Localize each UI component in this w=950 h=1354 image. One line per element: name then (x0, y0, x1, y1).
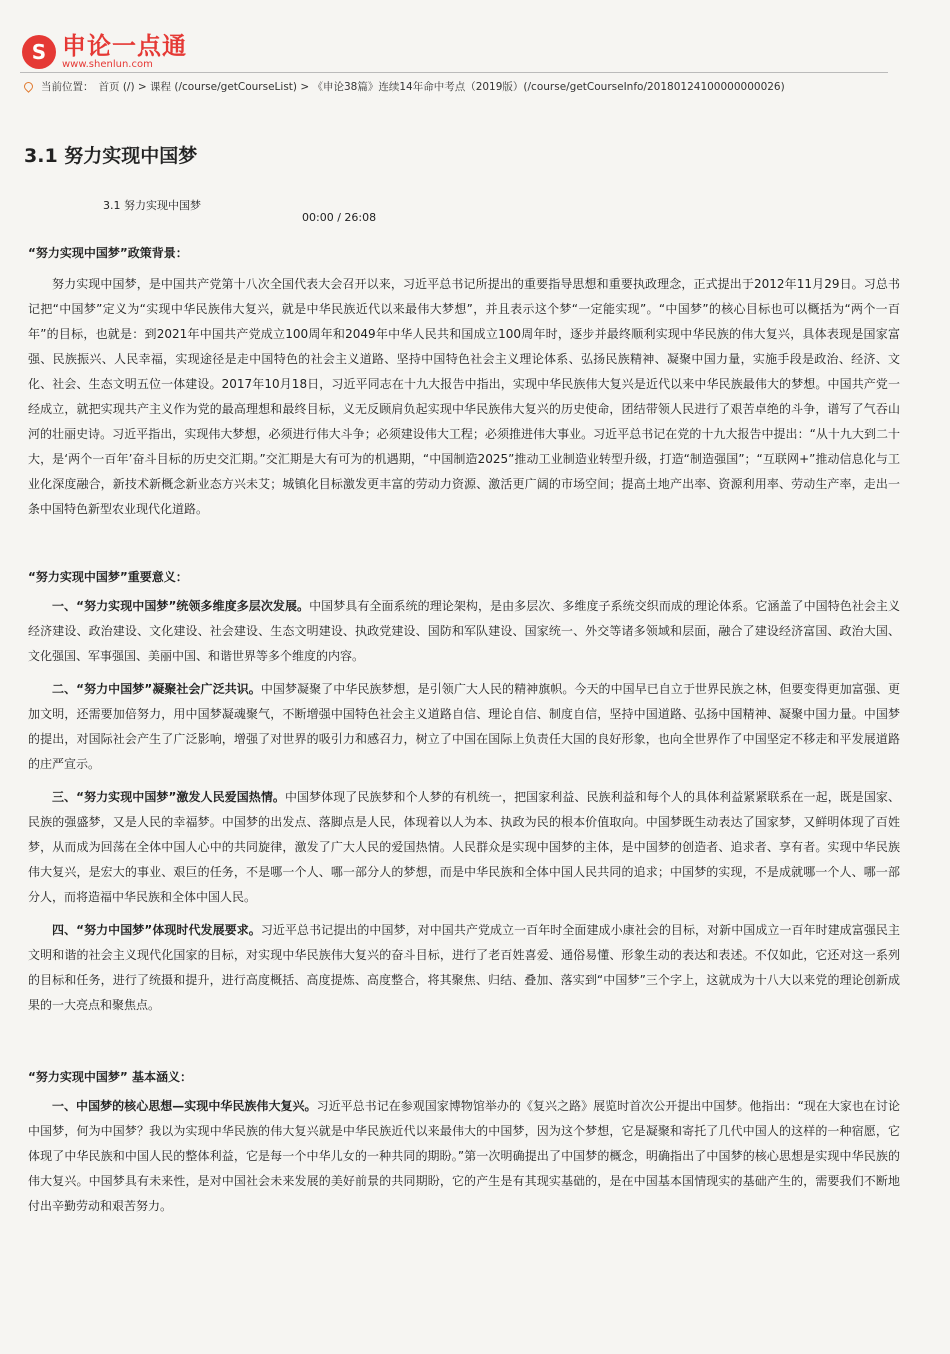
logo-name: 申论一点通 (62, 32, 187, 60)
paragraph (28, 1094, 900, 1219)
item-lead: 一、中国梦的核心思想—实现中华民族伟大复兴。 (52, 1099, 317, 1113)
breadcrumb (24, 79, 904, 94)
logo-text (62, 34, 187, 70)
paragraph (28, 918, 900, 1018)
item-lead: 三、“努力实现中国梦”激发人民爱国热情。 (52, 790, 285, 804)
item-lead: 二、“努力中国梦”凝聚社会广泛共识。 (52, 682, 261, 696)
page-title: 3.1 努力实现中国梦 (24, 145, 198, 167)
breadcrumb-path[interactable]: 首页 (/) > 课程 (/course/getCourseList) > 《申论38篇》连续14年命中考点（2019版）(/course/getCourseInfo/20180124100000000026) (98, 81, 785, 93)
section-heading: “努力实现中国梦”政策背景： (28, 246, 188, 260)
basic-meaning-section (28, 1068, 900, 1219)
item-text: 习近平总书记在参观国家博物馆举办的《复兴之路》展览时首次公开提出中国梦。他指出：“现在大家也在讨论中国梦，何为中国梦？我以为实现中华民族的伟大复兴就是中华民族近代以来最伟大的中国梦，因为这个梦想，它是凝聚和寄托了几代中国人的这样的一种宿愿，它体现了中华民族和中国人民的整体利益，它是每一个中华儿女的一种共同的期盼。”第一次明确提出了中国梦的概念，明确指出了中国梦的核心思想是实现中华民族的伟大复兴。中国梦具有未来性，是对中国社会未来发展的美好前景的共同期盼，它的产生是有其现实基础的，是在中国基本国情现实的基础产生的，需要我们不断地付出辛勤劳动和艰苦努力。 (28, 1099, 900, 1213)
paragraph: 努力实现中国梦，是中国共产党第十八次全国代表大会召开以来，习近平总书记所提出的重要指导思想和重要执政理念，正式提出于2012年11月29日。习总书记把“中国梦”定义为“实现中华民族伟大复兴，就是中华民族近代以来最伟大梦想”，并且表示这个梦“一定能实现”。“中国梦”的核心目标也可以概括为“两个一百年”的目标，也就是：到2021年中国共产党成立100周年和2049年中华人民共和国成立100周年时，逐步并最终顺利实现中华民族的伟大复兴，具体表现是国家富强、民族振兴、人民幸福，实现途径是走中国特色的社会主义道路、坚持中国特色社会主义理论体系、弘扬民族精神、凝聚中国力量，实施手段是政治、经济、文化、社会、生态文明五位一体建设。2017年10月18日，习近平同志在十九大报告中指出，实现中华民族伟大复兴是近代以来中华民族最伟大的梦想。中国共产党一经成立，就把实现共产主义作为党的最高理想和最终目标，义无反顾肩负起实现中华民族伟大复兴的历史使命，团结带领人民进行了艰苦卓绝的斗争，谱写了气吞山河的壮丽史诗。习近平指出，实现伟大梦想，必须进行伟大斗争；必须建设伟大工程；必须推进伟大事业。习近平总书记在党的十九大报告中提出：“从十九大到二十大，是‘两个一百年’奋斗目标的历史交汇期。”交汇期是大有可为的机遇期，“中国制造2025”推动工业制造业转型升级，打造“制造强国”；“互联网+”推动信息化与工业化深度融合，新技术新概念新业态方兴未艾；城镇化目标激发更丰富的劳动力资源、激活更广阔的市场空间；提高土地产出率、资源利用率、劳动生产率，走出一条中国特色新型农业现代化道路。 (28, 277, 900, 516)
paragraph (28, 677, 900, 777)
significance-section (28, 568, 900, 1018)
logo-url: www.shenlun.com (62, 59, 153, 70)
section-heading: “努力实现中国梦” 基本涵义： (28, 1070, 192, 1084)
article-content (28, 244, 900, 1227)
logo-icon: S (22, 35, 56, 69)
item-text: 中国梦具有全面系统的理论架构，是由多层次、多维度子系统交织而成的理论体系。它涵盖了中国特色社会主义经济建设、政治建设、文化建设、社会建设、生态文明建设、执政党建设、国防和军队建设、国家统一、外交等诸多领域和层面，融合了建设经济富国、政治大国、文化强国、军事强国、美丽中国、和谐世界等多个维度的内容。 (28, 599, 900, 663)
header-divider (20, 72, 888, 73)
item-text: 中国梦体现了民族梦和个人梦的有机统一，把国家利益、民族利益和每个人的具体利益紧紧联系在一起，既是国家、民族的强盛梦，又是人民的幸福梦。中国梦的出发点、落脚点是人民，体现着以人为本、执政为民的根本价值取向。中国梦既生动表达了国家梦，又鲜明体现了百姓梦，从而成为回荡在全体中国人心中的共同旋律，激发了广大人民的爱国热情。人民群众是实现中国梦的主体，是中国梦的创造者、追求者、享有者。实现中华民族伟大复兴，是宏大的事业、艰巨的任务，不是哪一个人、哪一部分人的梦想，而是中华民族和全体中国人民共同的追求；中国梦的实现，不是成就哪一个人、哪一部分人，而将造福中华民族和全体中国人民。 (28, 790, 900, 904)
policy-background-section (28, 244, 900, 522)
paragraph (28, 785, 900, 910)
video-title: 3.1 努力实现中国梦 (103, 199, 201, 212)
item-text: 中国梦凝聚了中华民族梦想，是引领广大人民的精神旗帜。今天的中国早已自立于世界民族之林，但要变得更加富强、更加文明，还需要加倍努力，用中国梦凝魂聚气，不断增强中国特色社会主义道路自信、理论自信、制度自信，坚持中国道路、弘扬中国精神、凝聚中国力量。中国梦的提出，对国际社会产生了广泛影响，增强了对世界的吸引力和感召力，树立了中国在国际上负责任大国的良好形象，也向全世界作了中国坚定不移走和平发展道路的庄严宣示。 (28, 682, 900, 771)
site-logo[interactable] (22, 34, 187, 70)
item-text: 习近平总书记提出的中国梦，对中国共产党成立一百年时全面建成小康社会的目标，对新中国成立一百年时建成富强民主文明和谐的社会主义现代化国家的目标，对实现中华民族伟大复兴的奋斗目标，进行了老百姓喜爱、通俗易懂、形象生动的表达和表述。不仅如此，它还对这一系列的目标和任务，进行了统摄和提升，进行高度概括、高度提炼、高度整合，将其聚焦、归结、叠加、落实到“中国梦”三个字上，这就成为十八大以来党的理论创新成果的一大亮点和聚焦点。 (28, 923, 900, 1012)
breadcrumb-label: 当前位置： (41, 81, 94, 93)
item-lead: 四、“努力中国梦”体现时代发展要求。 (52, 923, 261, 937)
video-time-display: 00:00 / 26:08 (302, 211, 377, 224)
paragraph (28, 594, 900, 669)
item-lead: 一、“努力实现中国梦”统领多维度多层次发展。 (52, 599, 310, 613)
location-pin-icon (24, 80, 35, 93)
section-heading: “努力实现中国梦”重要意义： (28, 570, 188, 584)
